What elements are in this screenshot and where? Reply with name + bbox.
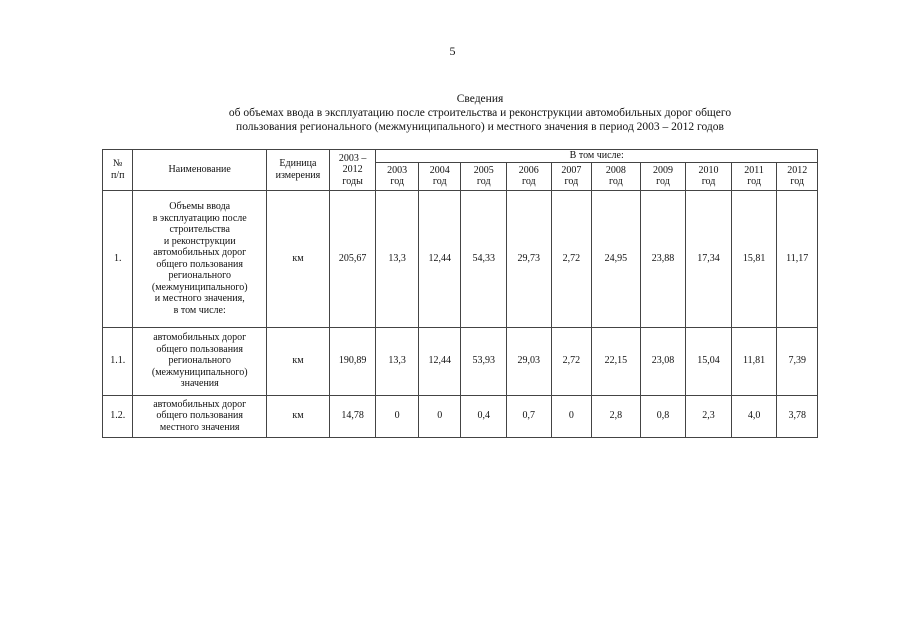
row-year-value: 23,08	[640, 327, 686, 395]
row-name: Объемы ввода в эксплуатацию после строительства и реконструкции автомобильных дорог общего пользования регионального (межмуниципального) и местного значения, в том числе:	[133, 190, 267, 327]
row-year-value: 53,93	[461, 327, 507, 395]
header-year: 2009 год	[640, 162, 686, 190]
header-year: 2006 год	[507, 162, 552, 190]
row-number: 1.2.	[103, 395, 133, 437]
document-title	[160, 92, 800, 134]
row-year-value: 15,81	[731, 190, 777, 327]
row-unit: км	[267, 395, 330, 437]
row-name: автомобильных дорог общего пользования регионального (межмуниципального) значения	[133, 327, 267, 395]
row-year-value: 54,33	[461, 190, 507, 327]
row-year-value: 29,03	[507, 327, 552, 395]
header-year: 2007 год	[551, 162, 592, 190]
table-body	[103, 190, 818, 437]
row-year-value: 12,44	[418, 327, 461, 395]
row-year-value: 11,17	[777, 190, 818, 327]
row-year-value: 2,8	[592, 395, 641, 437]
header-year: 2005 год	[461, 162, 507, 190]
row-year-value: 29,73	[507, 190, 552, 327]
header-year: 2012 год	[777, 162, 818, 190]
row-year-value: 13,3	[376, 327, 419, 395]
row-year-value: 13,3	[376, 190, 419, 327]
table-row	[103, 327, 818, 395]
row-year-value: 22,15	[592, 327, 641, 395]
row-year-value: 23,88	[640, 190, 686, 327]
row-year-value: 0	[551, 395, 592, 437]
row-year-value: 4,0	[731, 395, 777, 437]
row-year-value: 2,3	[686, 395, 732, 437]
row-year-value: 0,4	[461, 395, 507, 437]
header-name: Наименование	[133, 150, 267, 191]
title-line-3: пользования регионального (межмуниципального) и местного значения в период 2003 – 2012 годов	[236, 121, 724, 133]
header-unit: Единица измерения	[267, 150, 330, 191]
row-total: 205,67	[329, 190, 376, 327]
header-year: 2011 год	[731, 162, 777, 190]
row-unit: км	[267, 190, 330, 327]
row-year-value: 7,39	[777, 327, 818, 395]
header-year: 2003 год	[376, 162, 419, 190]
row-year-value: 0	[418, 395, 461, 437]
header-year: 2010 год	[686, 162, 732, 190]
header-year: 2008 год	[592, 162, 641, 190]
header-num: № п/п	[103, 150, 133, 191]
row-year-value: 0	[376, 395, 419, 437]
table-header	[103, 150, 818, 191]
row-total: 14,78	[329, 395, 376, 437]
row-year-value: 24,95	[592, 190, 641, 327]
header-total: 2003 – 2012 годы	[329, 150, 376, 191]
row-unit: км	[267, 327, 330, 395]
row-year-value: 2,72	[551, 190, 592, 327]
road-commissioning-table	[102, 149, 818, 438]
table-row	[103, 395, 818, 437]
row-year-value: 0,7	[507, 395, 552, 437]
row-year-value: 2,72	[551, 327, 592, 395]
row-year-value: 15,04	[686, 327, 732, 395]
row-year-value: 12,44	[418, 190, 461, 327]
row-year-value: 17,34	[686, 190, 732, 327]
row-number: 1.	[103, 190, 133, 327]
page-number: 5	[449, 44, 456, 58]
title-line-2: об объемах ввода в эксплуатацию после строительства и реконструкции автомобильных дорог общего	[228, 107, 732, 119]
row-name: автомобильных дорог общего пользования местного значения	[133, 395, 267, 437]
title-line-1: Сведения	[456, 93, 504, 105]
header-year: 2004 год	[418, 162, 461, 190]
row-number: 1.1.	[103, 327, 133, 395]
header-including: В том числе:	[376, 150, 818, 163]
row-total: 190,89	[329, 327, 376, 395]
table-row	[103, 190, 818, 327]
row-year-value: 3,78	[777, 395, 818, 437]
row-year-value: 0,8	[640, 395, 686, 437]
row-year-value: 11,81	[731, 327, 777, 395]
